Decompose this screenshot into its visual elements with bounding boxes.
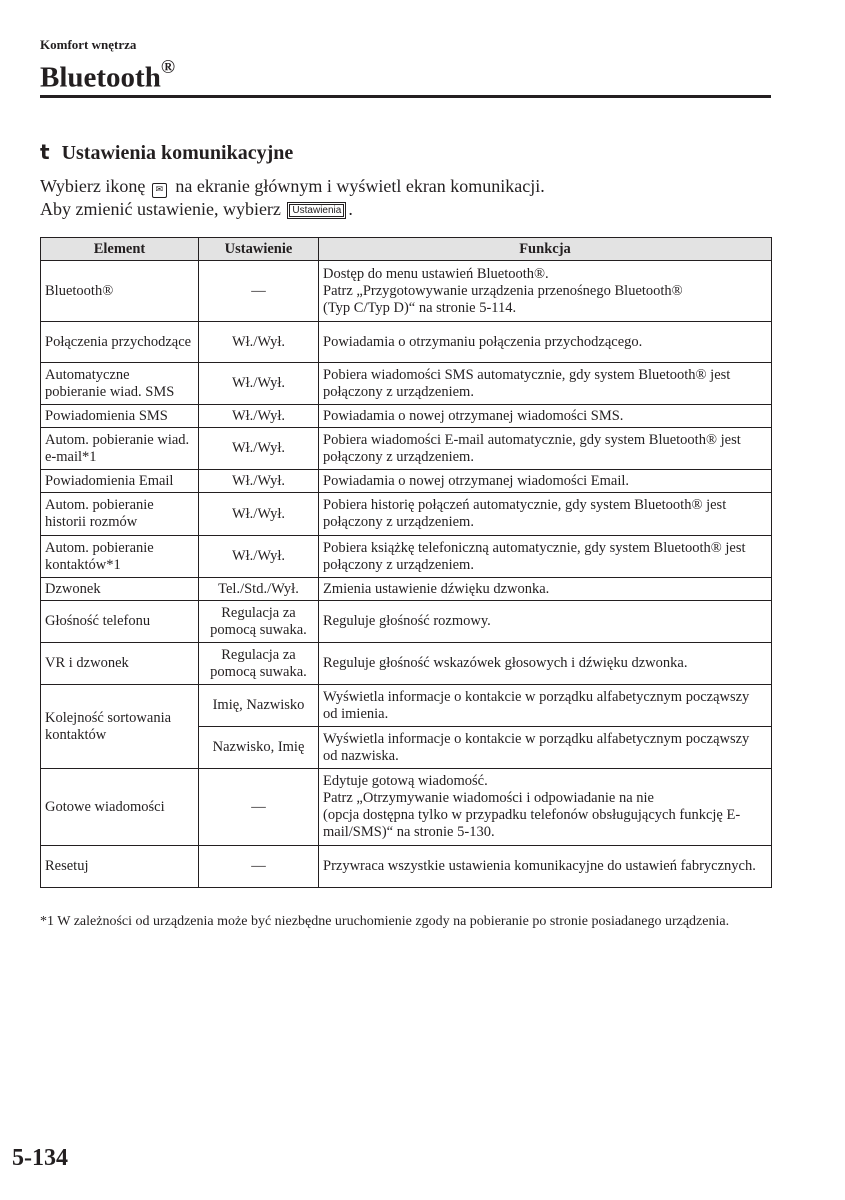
cell-setting: Nazwisko, Imię — [199, 727, 319, 769]
title-divider — [40, 95, 771, 98]
cell-function: Pobiera historię połączeń automatycznie, gdy system Bluetooth® jest połączony z urządzeniem. — [319, 493, 772, 536]
cell-setting: Wł./Wył. — [199, 405, 319, 428]
footnote: *1 W zależności od urządzenia może być niezbędne uruchomienie zgody na pobieranie po stronie posiadanego urządzenia. — [40, 914, 730, 929]
cell-setting: Wł./Wył. — [199, 470, 319, 493]
settings-button-label: Ustawienia — [287, 202, 346, 219]
column-header-setting: Ustawienie — [199, 238, 319, 261]
cell-setting: Regulacja za pomocą suwaka. — [199, 601, 319, 643]
cell-setting: Tel./Std./Wył. — [199, 578, 319, 601]
cell-function: Przywraca wszystkie ustawienia komunikacyjne do ustawień fabrycznych. — [319, 846, 772, 888]
cell-element: Połączenia przychodzące — [41, 322, 199, 363]
table-row — [41, 405, 772, 428]
table-row — [41, 428, 772, 470]
settings-table — [40, 237, 772, 888]
page-number: 5-134 — [12, 1145, 68, 1171]
cell-element: Powiadomienia SMS — [41, 405, 199, 428]
section-label: Komfort wnętrza — [40, 37, 137, 52]
cell-element: Powiadomienia Email — [41, 470, 199, 493]
cell-function: Powiadamia o nowej otrzymanej wiadomości SMS. — [319, 405, 772, 428]
cell-setting: Wł./Wył. — [199, 322, 319, 363]
cell-element: Resetuj — [41, 846, 199, 888]
table-row — [41, 685, 772, 727]
cell-element: Automatyczne pobieranie wiad. SMS — [41, 363, 199, 405]
cell-setting: — — [199, 846, 319, 888]
bullet-icon: t — [40, 140, 50, 164]
table-row — [41, 643, 772, 685]
cell-element: Autom. pobieranie historii rozmów — [41, 493, 199, 536]
table-row — [41, 601, 772, 643]
cell-element: Autom. pobieranie wiad. e-mail*1 — [41, 428, 199, 470]
cell-function: Pobiera wiadomości E-mail automatycznie, gdy system Bluetooth® jest połączony z urządzeniem. — [319, 428, 772, 470]
cell-setting: Imię, Nazwisko — [199, 685, 319, 727]
section-heading: t Ustawienia komunikacyjne — [40, 140, 294, 164]
cell-function: Pobiera książkę telefoniczną automatycznie, gdy system Bluetooth® jest połączony z urządzeniem. — [319, 536, 772, 578]
cell-function: Reguluje głośność wskazówek głosowych i dźwięku dzwonka. — [319, 643, 772, 685]
cell-element: Gotowe wiadomości — [41, 769, 199, 846]
table-row — [41, 578, 772, 601]
cell-function: Powiadamia o otrzymaniu połączenia przychodzącego. — [319, 322, 772, 363]
intro-text: Wybierz ikonę ✉ na ekranie głównym i wyświetl ekran komunikacji. Aby zmienić ustawienie, wybierz Ustawienia . — [40, 176, 545, 219]
table-row — [41, 322, 772, 363]
cell-setting: Wł./Wył. — [199, 428, 319, 470]
cell-function: Powiadamia o nowej otrzymanej wiadomości Email. — [319, 470, 772, 493]
cell-function: Zmienia ustawienie dźwięku dzwonka. — [319, 578, 772, 601]
page-title: Bluetooth® — [40, 57, 176, 94]
cell-setting: Wł./Wył. — [199, 536, 319, 578]
cell-setting: — — [199, 769, 319, 846]
table-row — [41, 846, 772, 888]
cell-setting: — — [199, 261, 319, 322]
table-row — [41, 363, 772, 405]
cell-setting: Regulacja za pomocą suwaka. — [199, 643, 319, 685]
cell-setting: Wł./Wył. — [199, 363, 319, 405]
cell-element: VR i dzwonek — [41, 643, 199, 685]
cell-function: Dostęp do menu ustawień Bluetooth®. Patrz „Przygotowywanie urządzenia przenośnego Bluetooth® (Typ C/Typ D)“ na stronie 5-114. — [319, 261, 772, 322]
cell-element: Kolejność sortowania kontaktów — [41, 685, 199, 769]
column-header-function: Funkcja — [319, 238, 772, 261]
communication-icon: ✉ — [152, 183, 167, 198]
cell-element: Autom. pobieranie kontaktów*1 — [41, 536, 199, 578]
table-row — [41, 769, 772, 846]
table-row — [41, 470, 772, 493]
cell-function: Reguluje głośność rozmowy. — [319, 601, 772, 643]
cell-element: Dzwonek — [41, 578, 199, 601]
table-header-row — [41, 238, 772, 261]
cell-element: Głośność telefonu — [41, 601, 199, 643]
cell-function: Wyświetla informacje o kontakcie w porządku alfabetycznym począwszy od nazwiska. — [319, 727, 772, 769]
cell-function: Edytuje gotową wiadomość. Patrz „Otrzymywanie wiadomości i odpowiadanie na nie (opcja dostępna tylko w przypadku telefonów obsługujących funkcję E-mail/SMS)“ na stronie 5-130. — [319, 769, 772, 846]
cell-setting: Wł./Wył. — [199, 493, 319, 536]
cell-element: Bluetooth® — [41, 261, 199, 322]
table-row — [41, 493, 772, 536]
table-row — [41, 536, 772, 578]
column-header-element: Element — [41, 238, 199, 261]
cell-function: Wyświetla informacje o kontakcie w porządku alfabetycznym począwszy od imienia. — [319, 685, 772, 727]
table-row — [41, 261, 772, 322]
cell-function: Pobiera wiadomości SMS automatycznie, gdy system Bluetooth® jest połączony z urządzeniem. — [319, 363, 772, 405]
